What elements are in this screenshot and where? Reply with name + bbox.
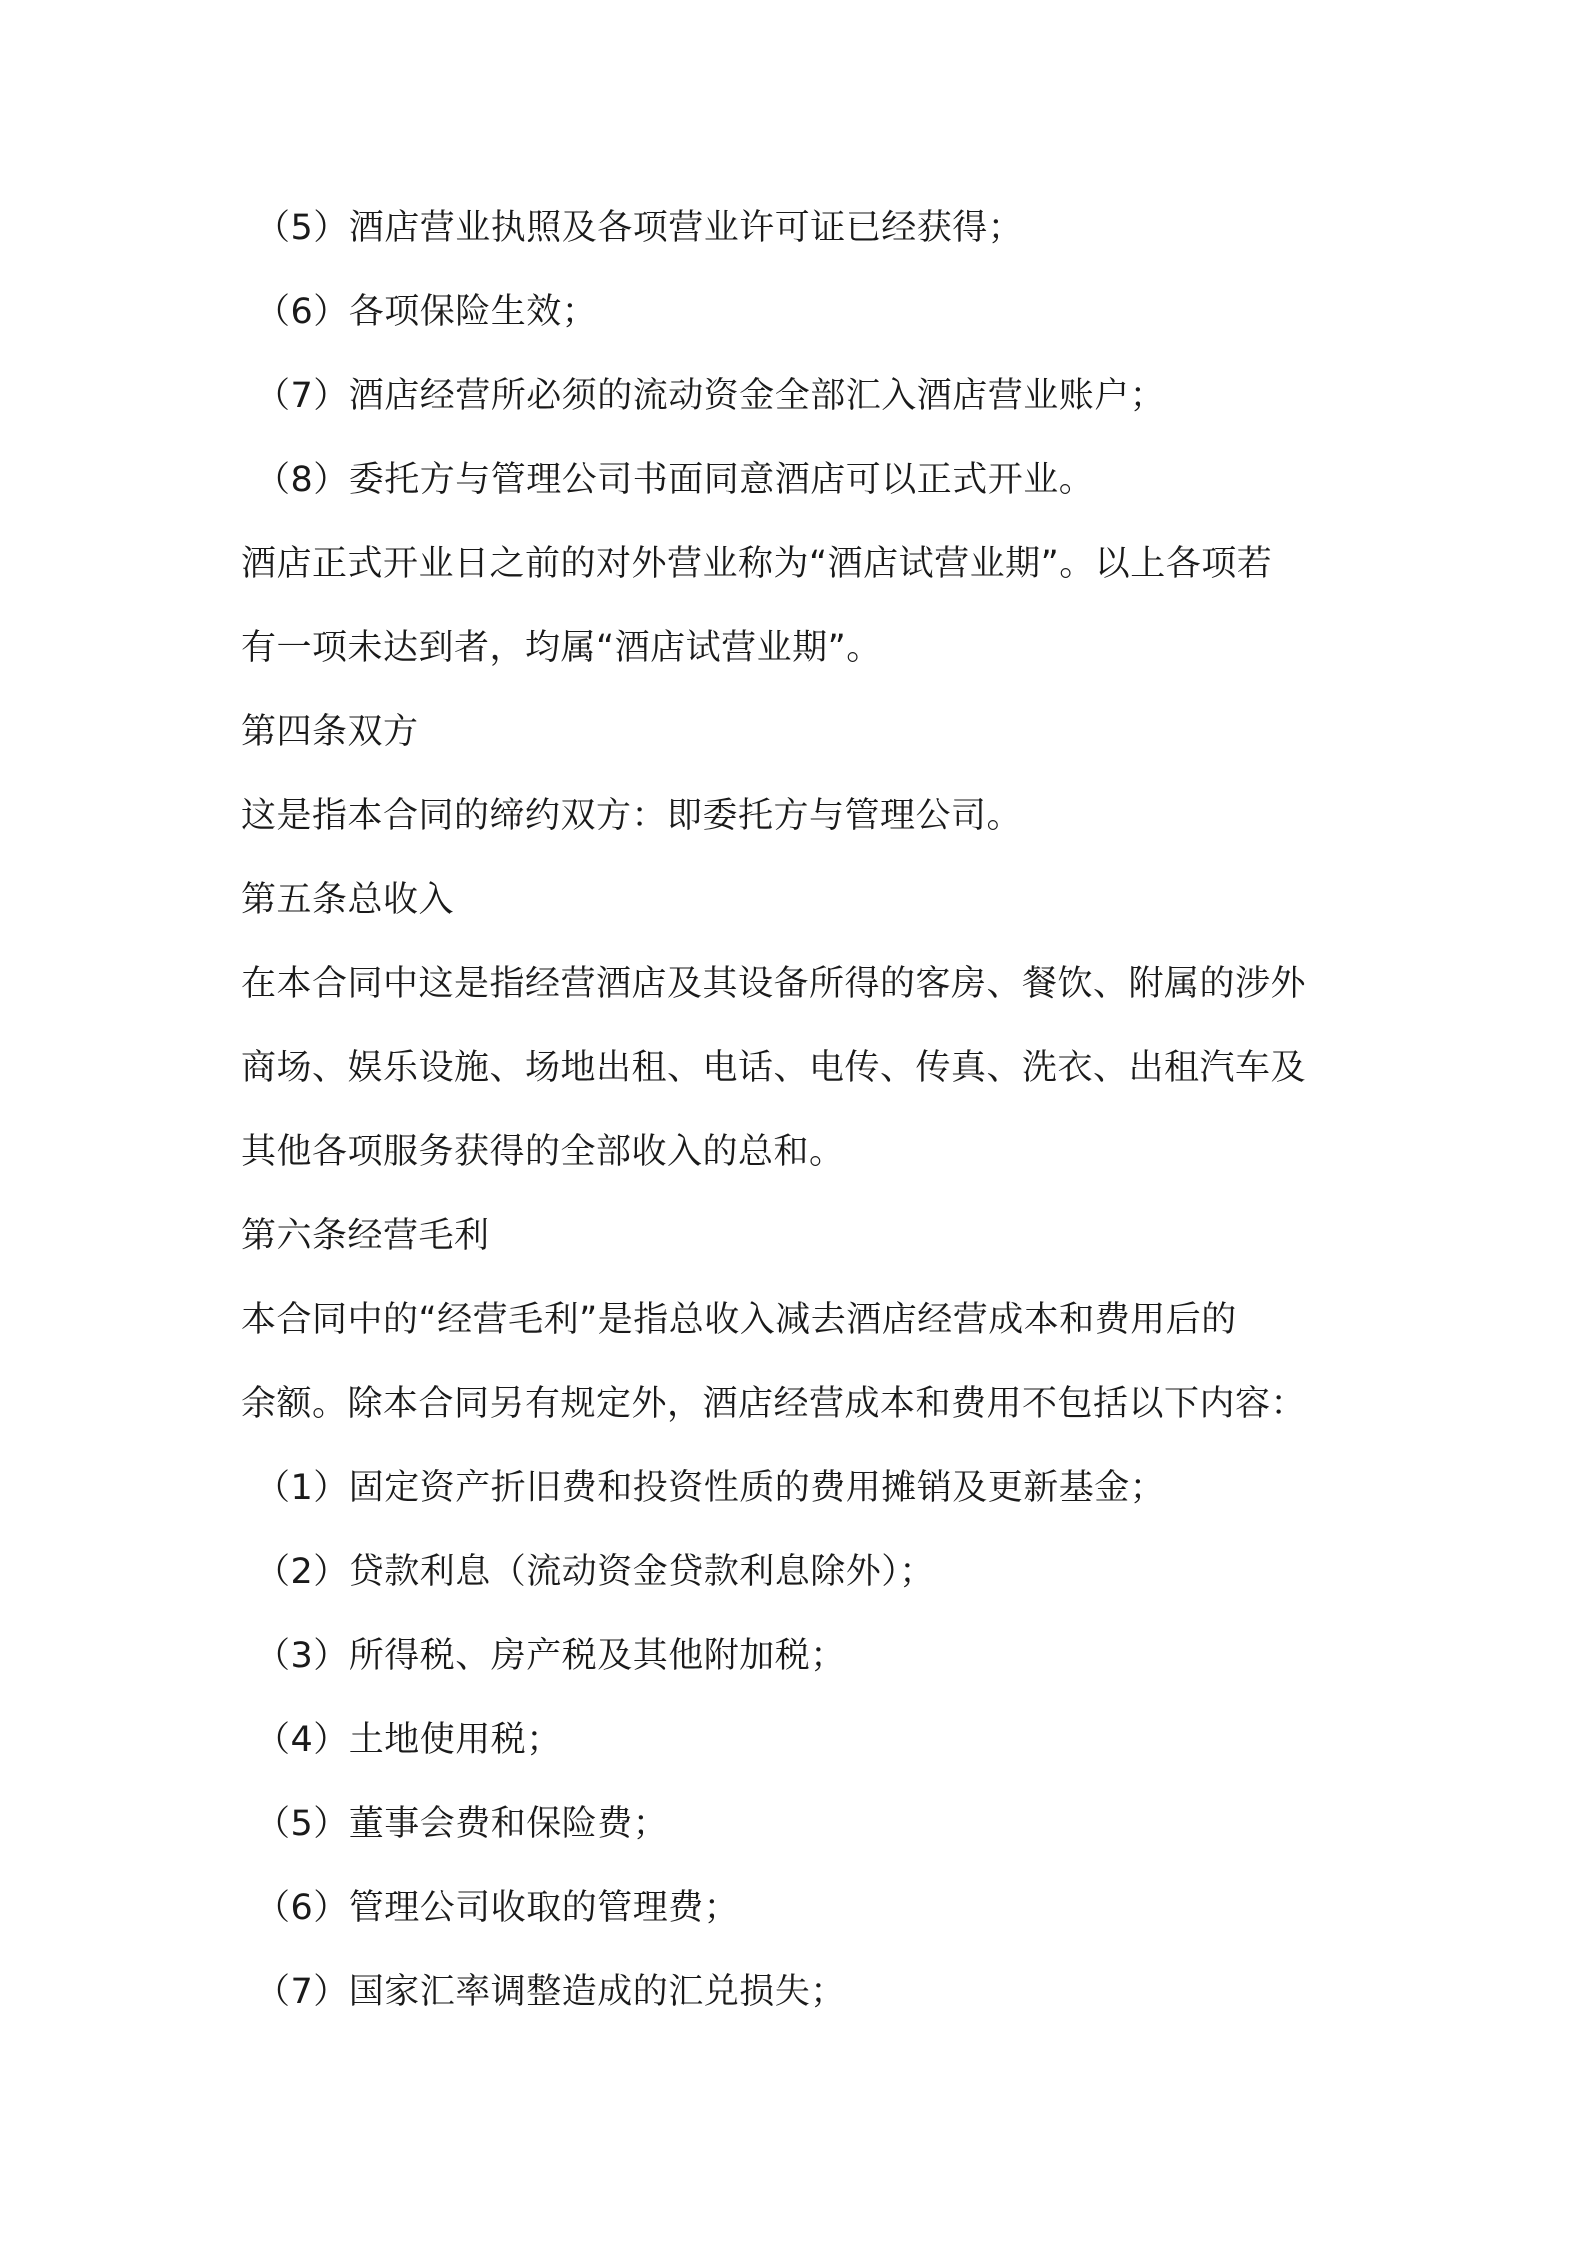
paragraph-line: 这是指本合同的缔约双方：即委托方与管理公司。 bbox=[241, 796, 1023, 836]
list-item: （2）贷款利息（流动资金贷款利息除外）； bbox=[255, 1552, 935, 1592]
section-heading: 第六条经营毛利 bbox=[241, 1216, 490, 1256]
paragraph-line: 余额。除本合同另有规定外，酒店经营成本和费用不包括以下内容： bbox=[241, 1384, 1307, 1424]
paragraph-line: 商场、娱乐设施、场地出租、电话、电传、传真、洗衣、出租汽车及 bbox=[241, 1048, 1307, 1088]
list-item: （6）管理公司收取的管理费； bbox=[255, 1888, 740, 1928]
section-heading: 第四条双方 bbox=[241, 712, 419, 752]
list-item: （6）各项保险生效； bbox=[255, 292, 598, 332]
paragraph-line: 酒店正式开业日之前的对外营业称为“酒店试营业期”。以上各项若 bbox=[241, 544, 1273, 584]
paragraph-line: 有一项未达到者，均属“酒店试营业期”。 bbox=[241, 628, 882, 668]
list-item: （4）土地使用税； bbox=[255, 1720, 562, 1760]
list-item: （7）酒店经营所必须的流动资金全部汇入酒店营业账户； bbox=[255, 376, 1166, 416]
paragraph-line: 在本合同中这是指经营酒店及其设备所得的客房、餐饮、附属的涉外 bbox=[241, 964, 1307, 1004]
list-item: （5）董事会费和保险费； bbox=[255, 1804, 669, 1844]
list-item: （5）酒店营业执照及各项营业许可证已经获得； bbox=[255, 208, 1024, 248]
list-item: （1）固定资产折旧费和投资性质的费用摊销及更新基金； bbox=[255, 1468, 1166, 1508]
list-item: （7）国家汇率调整造成的汇兑损失； bbox=[255, 1972, 846, 2012]
paragraph-line: 本合同中的“经营毛利”是指总收入减去酒店经营成本和费用后的 bbox=[241, 1300, 1237, 1340]
list-item: （8）委托方与管理公司书面同意酒店可以正式开业。 bbox=[255, 460, 1095, 500]
list-item: （3）所得税、房产税及其他附加税； bbox=[255, 1636, 846, 1676]
paragraph-line: 其他各项服务获得的全部收入的总和。 bbox=[241, 1132, 845, 1172]
section-heading: 第五条总收入 bbox=[241, 880, 455, 920]
